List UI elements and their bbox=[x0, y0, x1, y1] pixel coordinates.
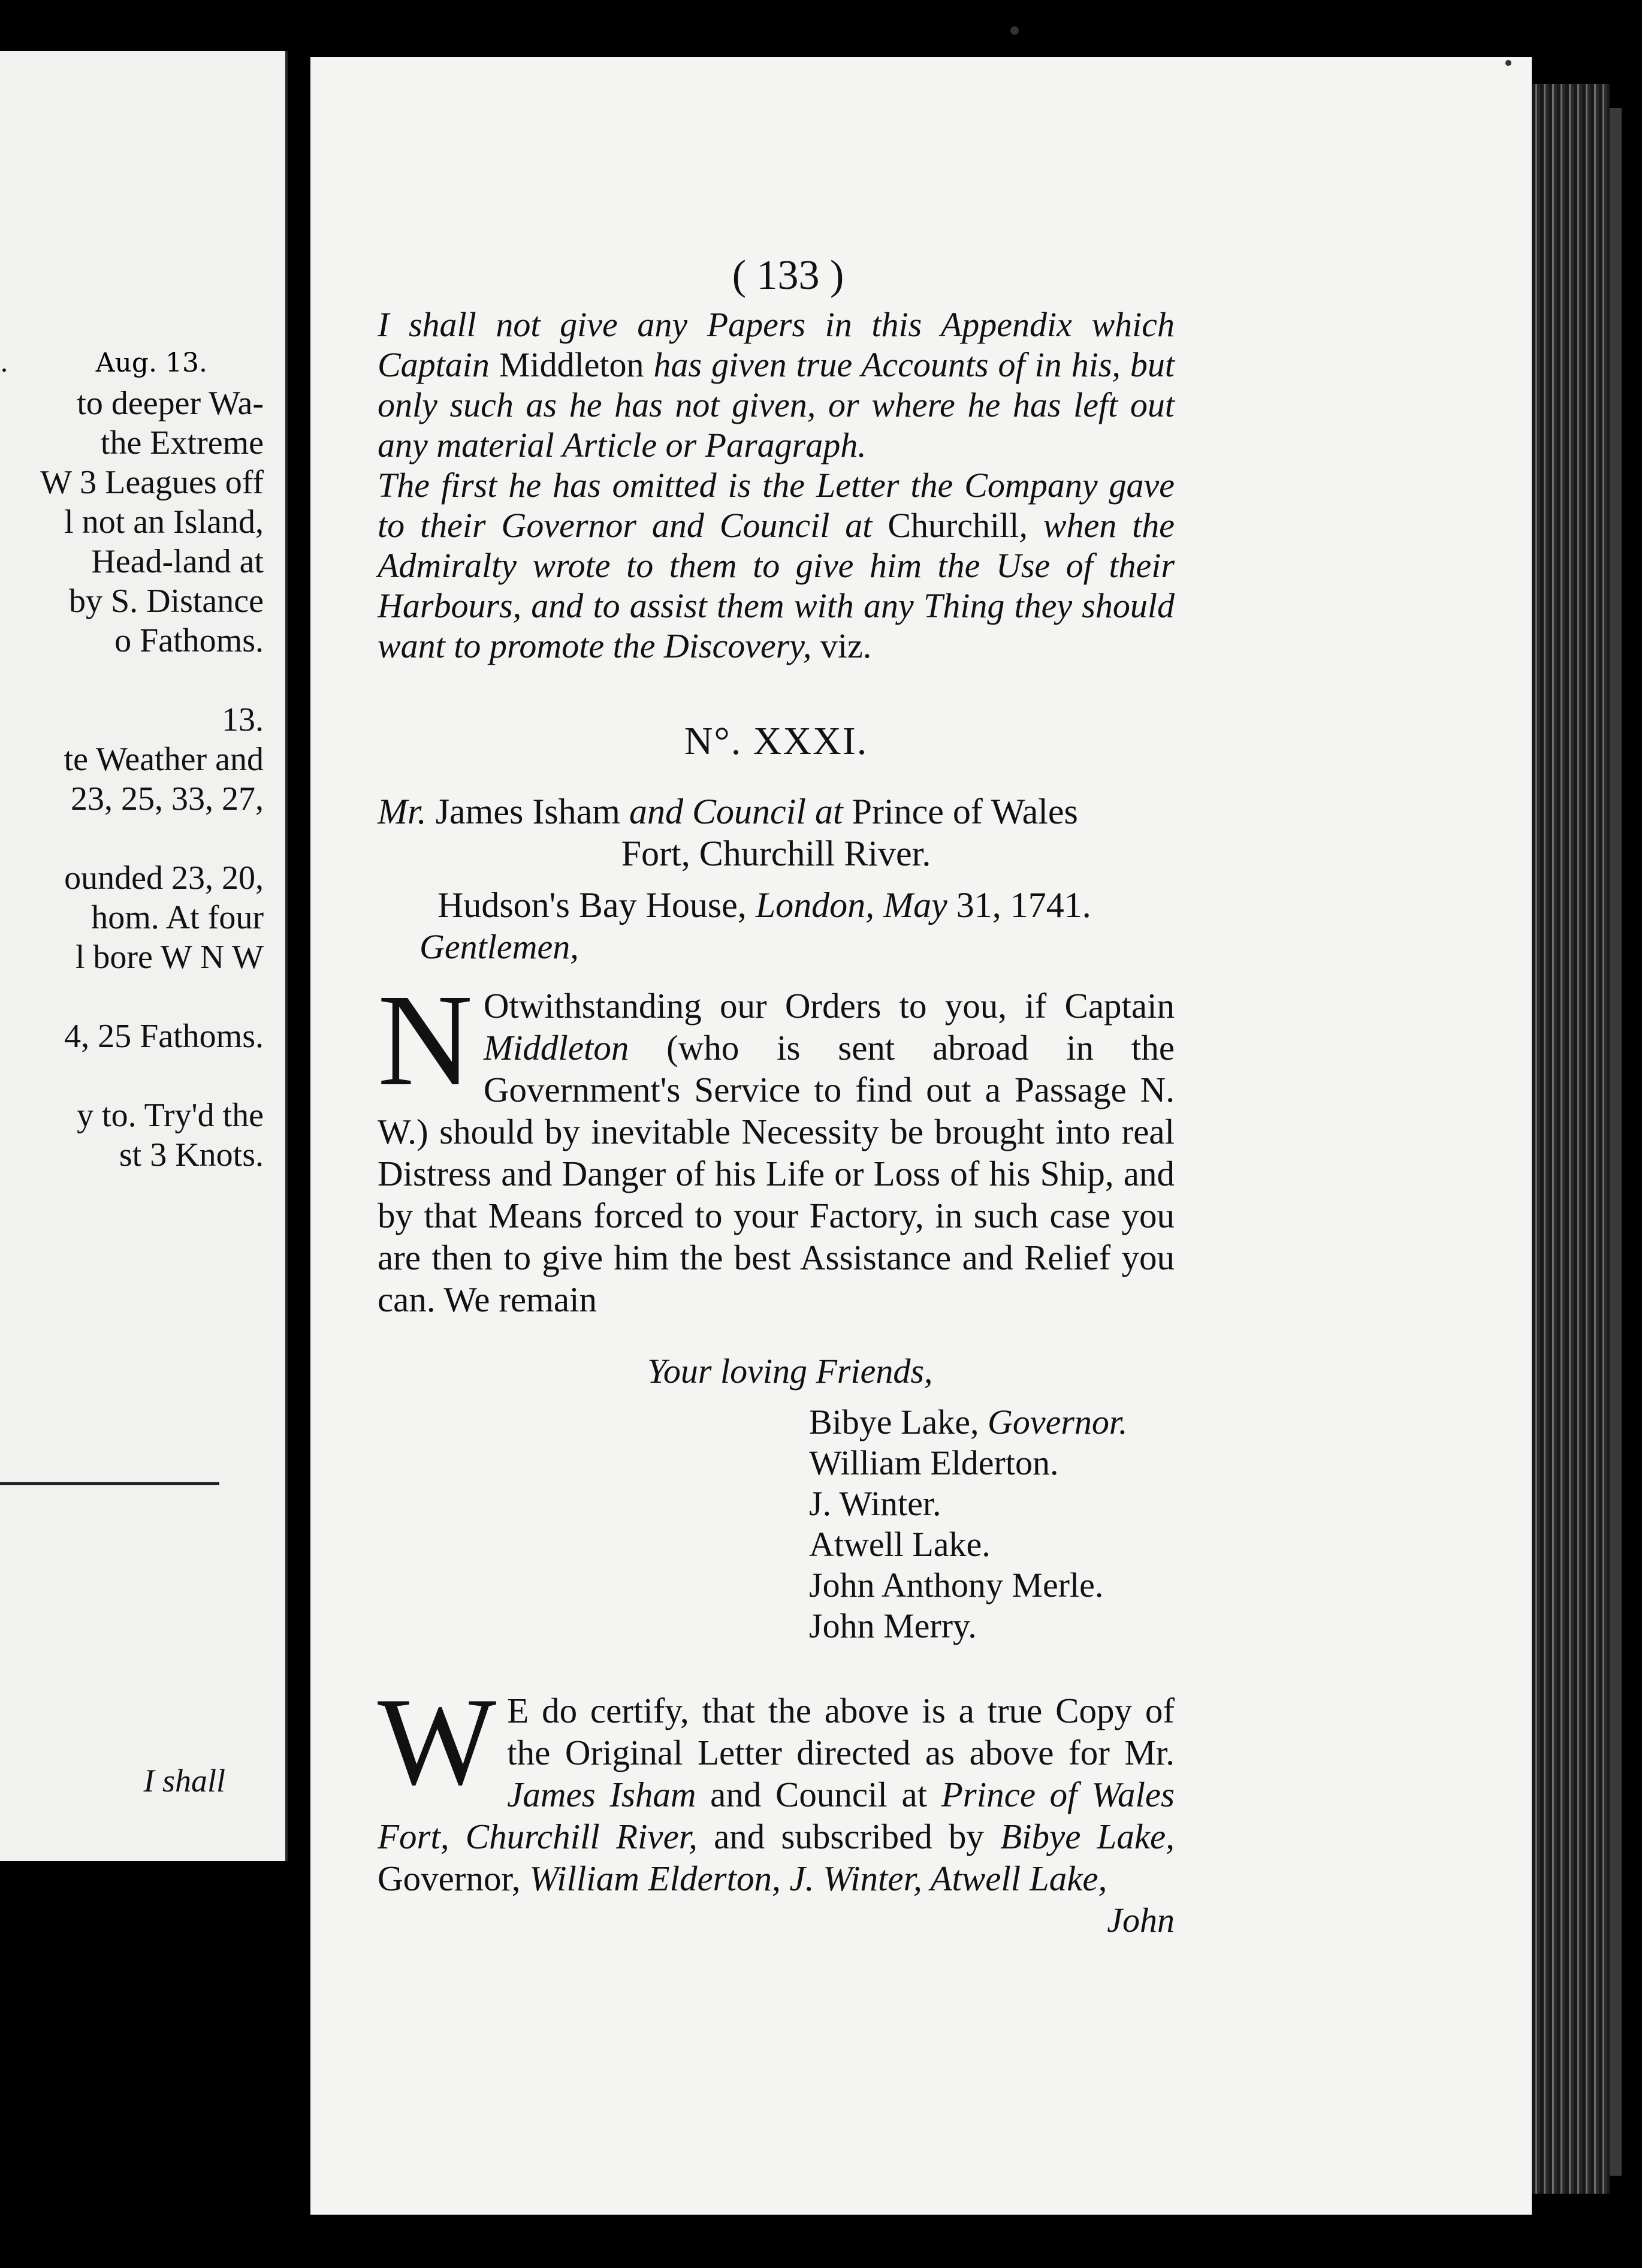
drop-cap: W bbox=[378, 1672, 497, 1811]
signatory-name: John Anthony Merle. bbox=[809, 1566, 1104, 1605]
left-line: by S. Distance bbox=[68, 583, 264, 620]
left-header-date: Aug. 13. bbox=[95, 348, 207, 378]
signatory-name: Atwell Lake. bbox=[809, 1525, 991, 1564]
signatory bbox=[809, 1483, 1175, 1524]
signatory bbox=[809, 1606, 1175, 1646]
intro-text bbox=[378, 304, 1175, 666]
intro-viz: viz. bbox=[820, 626, 872, 665]
cert-italic-run: Bibye Lake, bbox=[1000, 1817, 1175, 1856]
left-line bbox=[0, 1056, 264, 1096]
left-line: hom. At four bbox=[91, 899, 264, 936]
signatories bbox=[809, 1402, 1175, 1646]
left-line: l bore W N W bbox=[75, 939, 264, 976]
signatory-name: John Merry. bbox=[809, 1606, 977, 1645]
dateline-date: 31, 1741. bbox=[947, 885, 1091, 925]
left-line: 13. bbox=[222, 701, 264, 738]
intro-place: Churchill bbox=[888, 506, 1019, 545]
certification bbox=[378, 1672, 1175, 1899]
cert-italic-run: James Isham bbox=[507, 1775, 696, 1814]
cert-text-run: Governor, bbox=[378, 1859, 530, 1898]
left-catchword: I shall bbox=[143, 1763, 225, 1799]
left-line: o Fathoms. bbox=[114, 622, 264, 659]
dateline-house: Hudson's Bay House, bbox=[437, 885, 756, 925]
left-line: st 3 Knots. bbox=[119, 1136, 264, 1174]
cert-italic-run: William Elderton, J. Winter, Atwell Lake, bbox=[529, 1859, 1107, 1898]
address-place: Prince of Wales bbox=[843, 792, 1078, 831]
signatory bbox=[809, 1402, 1175, 1443]
letter-dateline bbox=[437, 883, 1175, 927]
left-line: W 3 Leagues off bbox=[40, 464, 264, 501]
left-header-mark: . bbox=[0, 348, 8, 378]
left-line bbox=[0, 977, 264, 1017]
scan-speck bbox=[1505, 60, 1511, 66]
left-line: l not an Island, bbox=[64, 503, 264, 541]
letter-text-run: (who is sent abroad in the Government's Service to find out a Passage N. W.) should by inevitable Necessity be brought into real Distress and Danger of his Life or Loss of his Ship, and by that Means forced to your Factory, in such case you are then to give him the best Assistance and Relief you can. We remain bbox=[378, 1028, 1175, 1319]
intro-paragraph bbox=[378, 304, 1175, 465]
address-and-council: and Council at bbox=[629, 792, 843, 831]
left-line: the Extreme bbox=[100, 424, 264, 462]
signatory-name: Bibye Lake, bbox=[809, 1403, 988, 1441]
catchword: John bbox=[1107, 1901, 1175, 1940]
intro-text-run: has given true Accounts of in his, but only such as he has not given, or where he has left out any material Article or Paragraph. bbox=[378, 345, 1175, 465]
scan-speck bbox=[1010, 26, 1019, 35]
letter-address-line-2: Fort, Churchill River. bbox=[621, 834, 931, 873]
letter-name: Middleton bbox=[483, 1028, 629, 1067]
signatory-name: J. Winter. bbox=[809, 1484, 941, 1523]
intro-name: Middleton bbox=[499, 345, 644, 384]
intro-text-run: I shall not give any Papers in this Appendix which Captain bbox=[378, 305, 1175, 384]
book-cover-edge bbox=[1610, 108, 1622, 2176]
left-line bbox=[0, 661, 264, 700]
letter-closing: Your loving Friends, bbox=[647, 1352, 933, 1391]
letter-address bbox=[378, 791, 1175, 833]
letter-body bbox=[378, 967, 1175, 1320]
page-text bbox=[378, 252, 1175, 1941]
left-rule bbox=[0, 1482, 219, 1485]
signatory bbox=[809, 1524, 1175, 1565]
letter-text-run: Otwithstanding our Orders to you, if Captain bbox=[483, 986, 1175, 1026]
drop-cap: N bbox=[378, 967, 473, 1113]
left-page bbox=[0, 51, 288, 1861]
cert-italic-run: Prince of Wales Fort, Churchill River, bbox=[378, 1775, 1175, 1856]
document-title: N°. XXXI. bbox=[684, 719, 868, 763]
cert-text-run: and Council at bbox=[696, 1775, 941, 1814]
left-line bbox=[0, 819, 264, 858]
signatory-title: Governor. bbox=[987, 1403, 1128, 1441]
intro-text-run: , when the Admiralty wrote to them to give him the Use of their Harbours, and to assist them with any Thing they should want to promote the Discovery, bbox=[378, 506, 1175, 665]
signatory-name: William Elderton. bbox=[809, 1443, 1059, 1482]
left-line: ounded 23, 20, bbox=[64, 859, 264, 897]
salutation: Gentlemen, bbox=[419, 927, 579, 966]
dateline-city: London, May bbox=[755, 885, 947, 925]
left-line: 4, 25 Fathoms. bbox=[64, 1018, 264, 1055]
signatory bbox=[809, 1565, 1175, 1606]
cert-text-run: E do certify, that the above is a true Copy of the Original Letter directed as above for Mr. bbox=[507, 1691, 1175, 1772]
address-name: James Isham bbox=[426, 792, 629, 831]
left-line: y to. Try'd the bbox=[77, 1097, 264, 1134]
left-line: to deeper Wa- bbox=[77, 385, 264, 422]
page-number: ( 133 ) bbox=[732, 252, 844, 298]
left-line: Head-land at bbox=[91, 543, 264, 580]
intro-text-run: The first he has omitted is the Letter the Company gave to their Governor and Council at bbox=[378, 466, 1175, 545]
page-edges bbox=[1532, 84, 1610, 2194]
left-line: te Weather and bbox=[64, 741, 264, 778]
signatory bbox=[809, 1443, 1175, 1483]
intro-paragraph bbox=[378, 465, 1175, 666]
cert-text-run: and subscribed by bbox=[697, 1817, 1001, 1856]
address-mr: Mr. bbox=[378, 792, 427, 831]
left-line: 23, 25, 33, 27, bbox=[71, 780, 264, 818]
left-page-text bbox=[0, 384, 264, 1175]
